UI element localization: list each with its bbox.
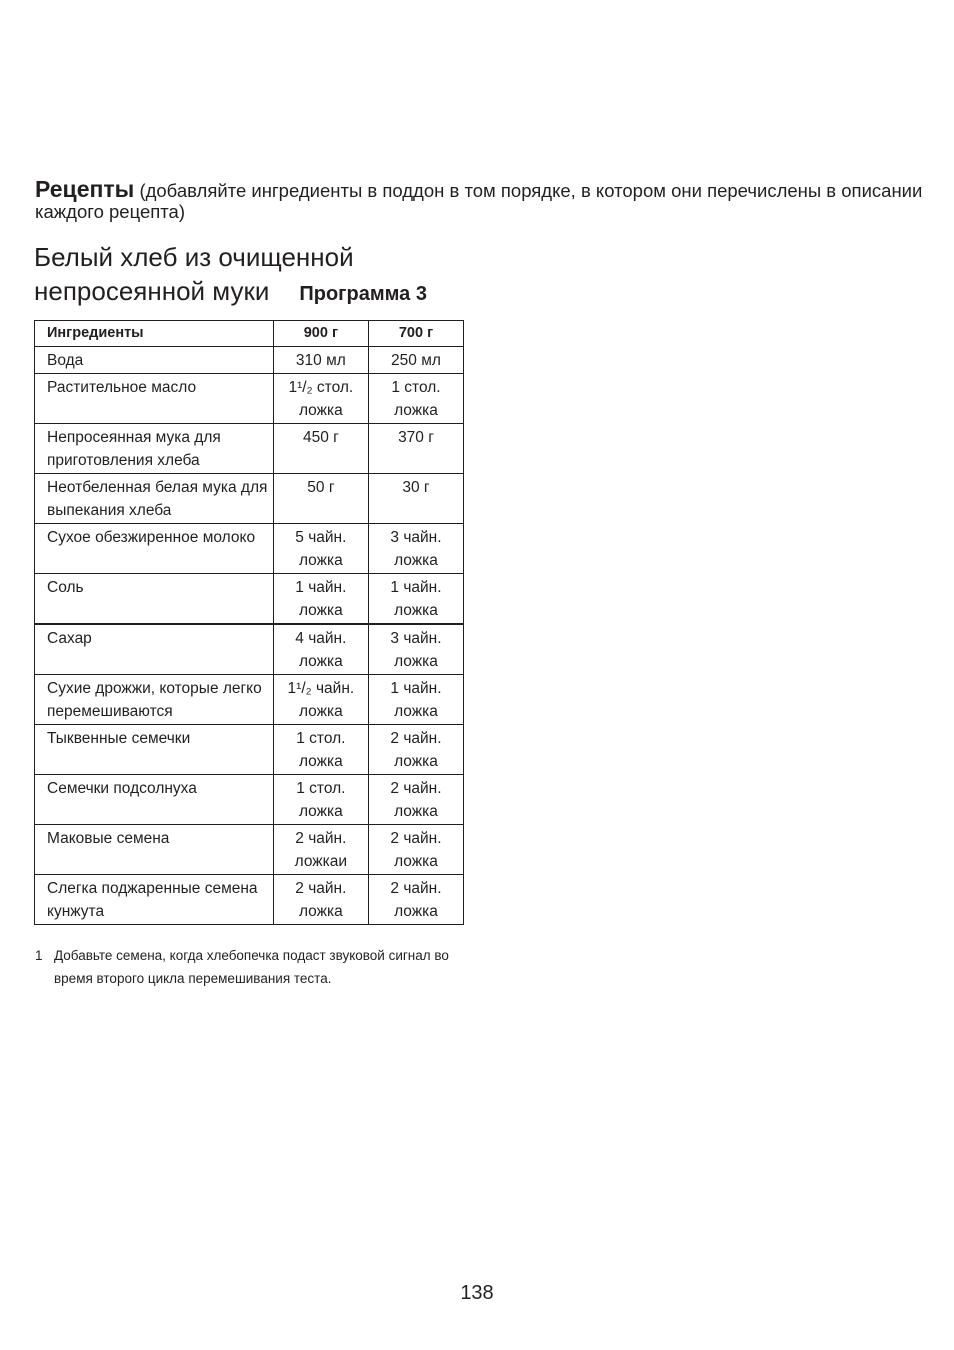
table-row <box>35 825 464 875</box>
quantity-700g: 2 чайн. ложка <box>368 825 463 875</box>
footnote <box>35 944 475 990</box>
quantity-700g: 1 стол. ложка <box>368 374 463 424</box>
ingredient-name: Маковые семена <box>35 825 274 875</box>
table-row <box>35 624 464 675</box>
quantity-900g: 1 стол. ложка <box>273 725 368 775</box>
quantity-700g: 2 чайн. ложка <box>368 725 463 775</box>
ingredient-name: Сухое обезжиренное молоко <box>35 524 274 574</box>
table-row <box>35 524 464 574</box>
ingredient-name: Семечки подсолнуха <box>35 775 274 825</box>
quantity-700g: 1 чайн. ложка <box>368 574 463 625</box>
quantity-900g: 2 чайн. ложка <box>273 875 368 925</box>
quantity-900g: 2 чайн. ложкаи <box>273 825 368 875</box>
quantity-700g: 1 чайн. ложка <box>368 675 463 725</box>
quantity-700g: 250 мл <box>368 347 463 374</box>
quantity-900g: 4 чайн. ложка <box>273 624 368 675</box>
page-number: 138 <box>460 1282 494 1304</box>
header-ingredients: Ингредиенты <box>35 321 274 347</box>
header-900g: 900 г <box>273 321 368 347</box>
header-700g: 700 г <box>368 321 463 347</box>
recipe-title <box>34 240 427 311</box>
ingredient-name: Непросеянная мука для приготовления хлеба <box>35 424 274 474</box>
quantity-700g: 30 г <box>368 474 463 524</box>
recipe-title-line2: непросеянной муки <box>34 276 270 306</box>
quantity-700g: 3 чайн. ложка <box>368 524 463 574</box>
ingredients-table <box>34 320 464 925</box>
table-row <box>35 474 464 524</box>
quantity-900g: 1 чайн. ложка <box>273 574 368 625</box>
table-row <box>35 374 464 424</box>
quantity-900g: 1¹/₂ стол. ложка <box>273 374 368 424</box>
quantity-900g: 50 г <box>273 474 368 524</box>
intro-text: (добавляйте ингредиенты в поддон в том порядке, в котором они перечислены в описании каждого рецепта) <box>35 180 923 222</box>
ingredient-name: Вода <box>35 347 274 374</box>
table-row <box>35 675 464 725</box>
table-row <box>35 347 464 374</box>
section-heading: Рецепты <box>35 176 135 202</box>
program-label: Программа 3 <box>299 283 427 305</box>
quantity-900g: 310 мл <box>273 347 368 374</box>
ingredient-name: Слегка поджаренные семена кунжута <box>35 875 274 925</box>
footnote-text: Добавьте семена, когда хлебопечка подаст звуковой сигнал во время второго цикла перемешивания теста. <box>54 948 449 986</box>
table-row <box>35 875 464 925</box>
quantity-900g: 5 чайн. ложка <box>273 524 368 574</box>
table-row <box>35 574 464 625</box>
footnote-number: 1 <box>35 948 43 963</box>
ingredient-name: Тыквенные семечки <box>35 725 274 775</box>
ingredient-name: Неотбеленная белая мука для выпекания хлеба <box>35 474 274 524</box>
ingredient-name: Сухие дрожжи, которые легко перемешиваются <box>35 675 274 725</box>
quantity-900g: 450 г <box>273 424 368 474</box>
quantity-700g: 3 чайн. ложка <box>368 624 463 675</box>
ingredient-name: Растительное масло <box>35 374 274 424</box>
quantity-900g: 1¹/₂ чайн. ложка <box>273 675 368 725</box>
table-row <box>35 424 464 474</box>
table-header-row <box>35 321 464 347</box>
ingredient-name: Соль <box>35 574 274 625</box>
recipe-title-line1: Белый хлеб из очищенной <box>34 242 354 272</box>
table-row <box>35 725 464 775</box>
quantity-700g: 370 г <box>368 424 463 474</box>
table-row <box>35 775 464 825</box>
ingredient-name: Сахар <box>35 624 274 675</box>
quantity-900g: 1 стол. ложка <box>273 775 368 825</box>
quantity-700g: 2 чайн. ложка <box>368 875 463 925</box>
intro-paragraph <box>35 176 935 222</box>
quantity-700g: 2 чайн. ложка <box>368 775 463 825</box>
